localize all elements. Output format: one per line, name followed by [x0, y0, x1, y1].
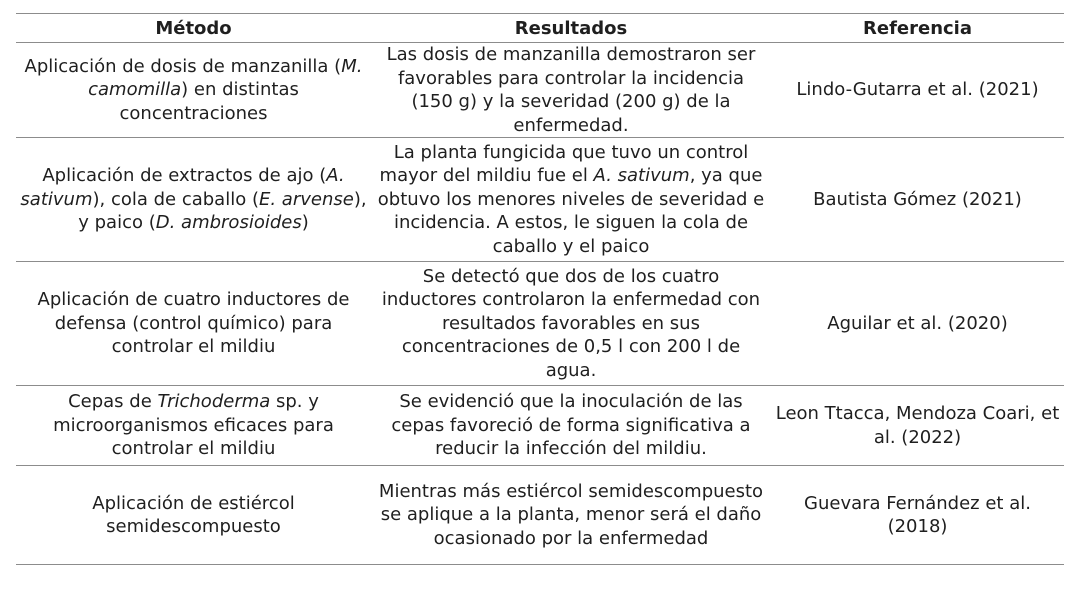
table-row — [16, 386, 1064, 466]
cell-metodo: Aplicación de extractos de ajo (A. sativum), cola de caballo (E. arvense), y paico (D. ambrosioides) — [16, 138, 371, 262]
table-row — [16, 138, 1064, 262]
header-referencia: Referencia — [771, 14, 1064, 43]
cell-referencia: Aguilar et al. (2020) — [771, 262, 1064, 386]
cell-metodo: Aplicación de estiércol semidescompuesto — [16, 466, 371, 565]
cell-referencia: Bautista Gómez (2021) — [771, 138, 1064, 262]
cell-resultados: La planta fungicida que tuvo un control mayor del mildiu fue el A. sativum, ya que obtuvo los menores niveles de severidad e incidencia. A estos, le siguen la cola de caballo y el paico — [371, 138, 771, 262]
cell-resultados: Se evidenció que la inoculación de las cepas favoreció de forma significativa a reducir la infección del mildiu. — [371, 386, 771, 466]
table-row — [16, 466, 1064, 565]
cell-metodo: Aplicación de cuatro inductores de defensa (control químico) para controlar el mildiu — [16, 262, 371, 386]
table-row — [16, 262, 1064, 386]
cell-referencia: Leon Ttacca, Mendoza Coari, et al. (2022) — [771, 386, 1064, 466]
cell-metodo: Cepas de Trichoderma sp. y microorganismos eficaces para controlar el mildiu — [16, 386, 371, 466]
header-resultados: Resultados — [371, 14, 771, 43]
cell-referencia: Lindo-Gutarra et al. (2021) — [771, 43, 1064, 138]
header-row — [16, 14, 1064, 43]
results-table — [16, 13, 1064, 565]
cell-resultados: Mientras más estiércol semidescompuesto se aplique a la planta, menor será el daño ocasionado por la enfermedad — [371, 466, 771, 565]
cell-resultados: Se detectó que dos de los cuatro inductores controlaron la enfermedad con resultados favorables en sus concentraciones de 0,5 l con 200 l de agua. — [371, 262, 771, 386]
cell-metodo: Aplicación de dosis de manzanilla (M. camomilla) en distintas concentraciones — [16, 43, 371, 138]
cell-referencia: Guevara Fernández et al. (2018) — [771, 466, 1064, 565]
table-row — [16, 43, 1064, 138]
header-metodo: Método — [16, 14, 371, 43]
cell-resultados: Las dosis de manzanilla demostraron ser favorables para controlar la incidencia (150 g) y la severidad (200 g) de la enfermedad. — [371, 43, 771, 138]
